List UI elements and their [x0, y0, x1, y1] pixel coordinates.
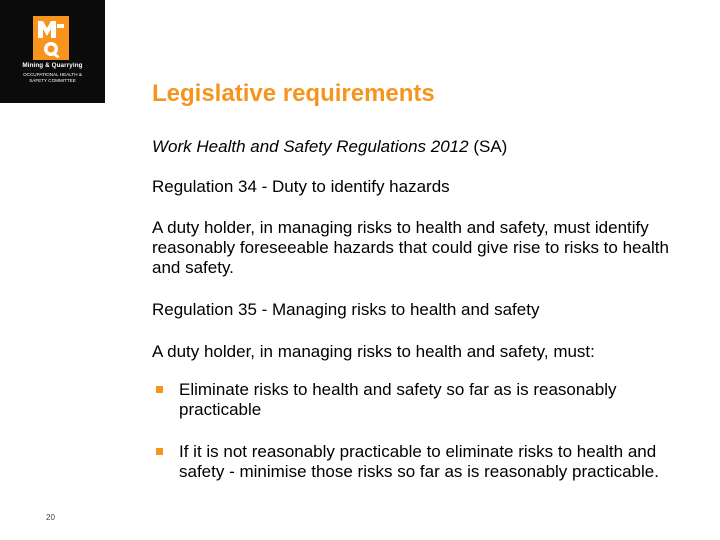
- regulation-35-text: A duty holder, in managing risks to health and safety, must:: [152, 342, 595, 361]
- list-item: [152, 380, 697, 420]
- page-number: 20: [46, 513, 55, 522]
- organization-logo: [0, 0, 105, 103]
- logo-name: Mining & Quarrying: [22, 62, 83, 69]
- bullet-list: [152, 380, 697, 482]
- slide-content: [152, 137, 697, 504]
- sidebar: [0, 0, 105, 540]
- bullet-text: Eliminate risks to health and safety so far as is reasonably practicable: [179, 380, 617, 419]
- slide-title: Legislative requirements: [152, 80, 435, 107]
- square-bullet-icon: [156, 386, 163, 393]
- regulation-subtitle-name: Work Health and Safety Regulations 2012: [152, 137, 474, 156]
- logo-subtitle-line1: OCCUPATIONAL HEALTH &: [23, 72, 82, 77]
- logo-subtitle-line2: SAFETY COMMITTEE: [29, 78, 76, 83]
- regulation-34-heading: Regulation 34 - Duty to identify hazards: [152, 177, 450, 196]
- square-bullet-icon: [156, 448, 163, 455]
- list-item: [152, 442, 697, 482]
- regulation-35-heading: Regulation 35 - Managing risks to health and safety: [152, 300, 540, 319]
- mq-logo-icon: [33, 16, 69, 60]
- regulation-subtitle: [152, 137, 697, 157]
- bullet-text: If it is not reasonably practicable to eliminate risks to health and safety - minimise those risks so far as is reasonably practicable.: [179, 442, 659, 481]
- regulation-subtitle-state: (SA): [473, 137, 508, 156]
- logo-subtitle: [0, 72, 105, 84]
- regulation-34-text: A duty holder, in managing risks to health and safety, must identify reasonably foreseeable hazards that could give rise to risks to health and safety.: [152, 218, 669, 277]
